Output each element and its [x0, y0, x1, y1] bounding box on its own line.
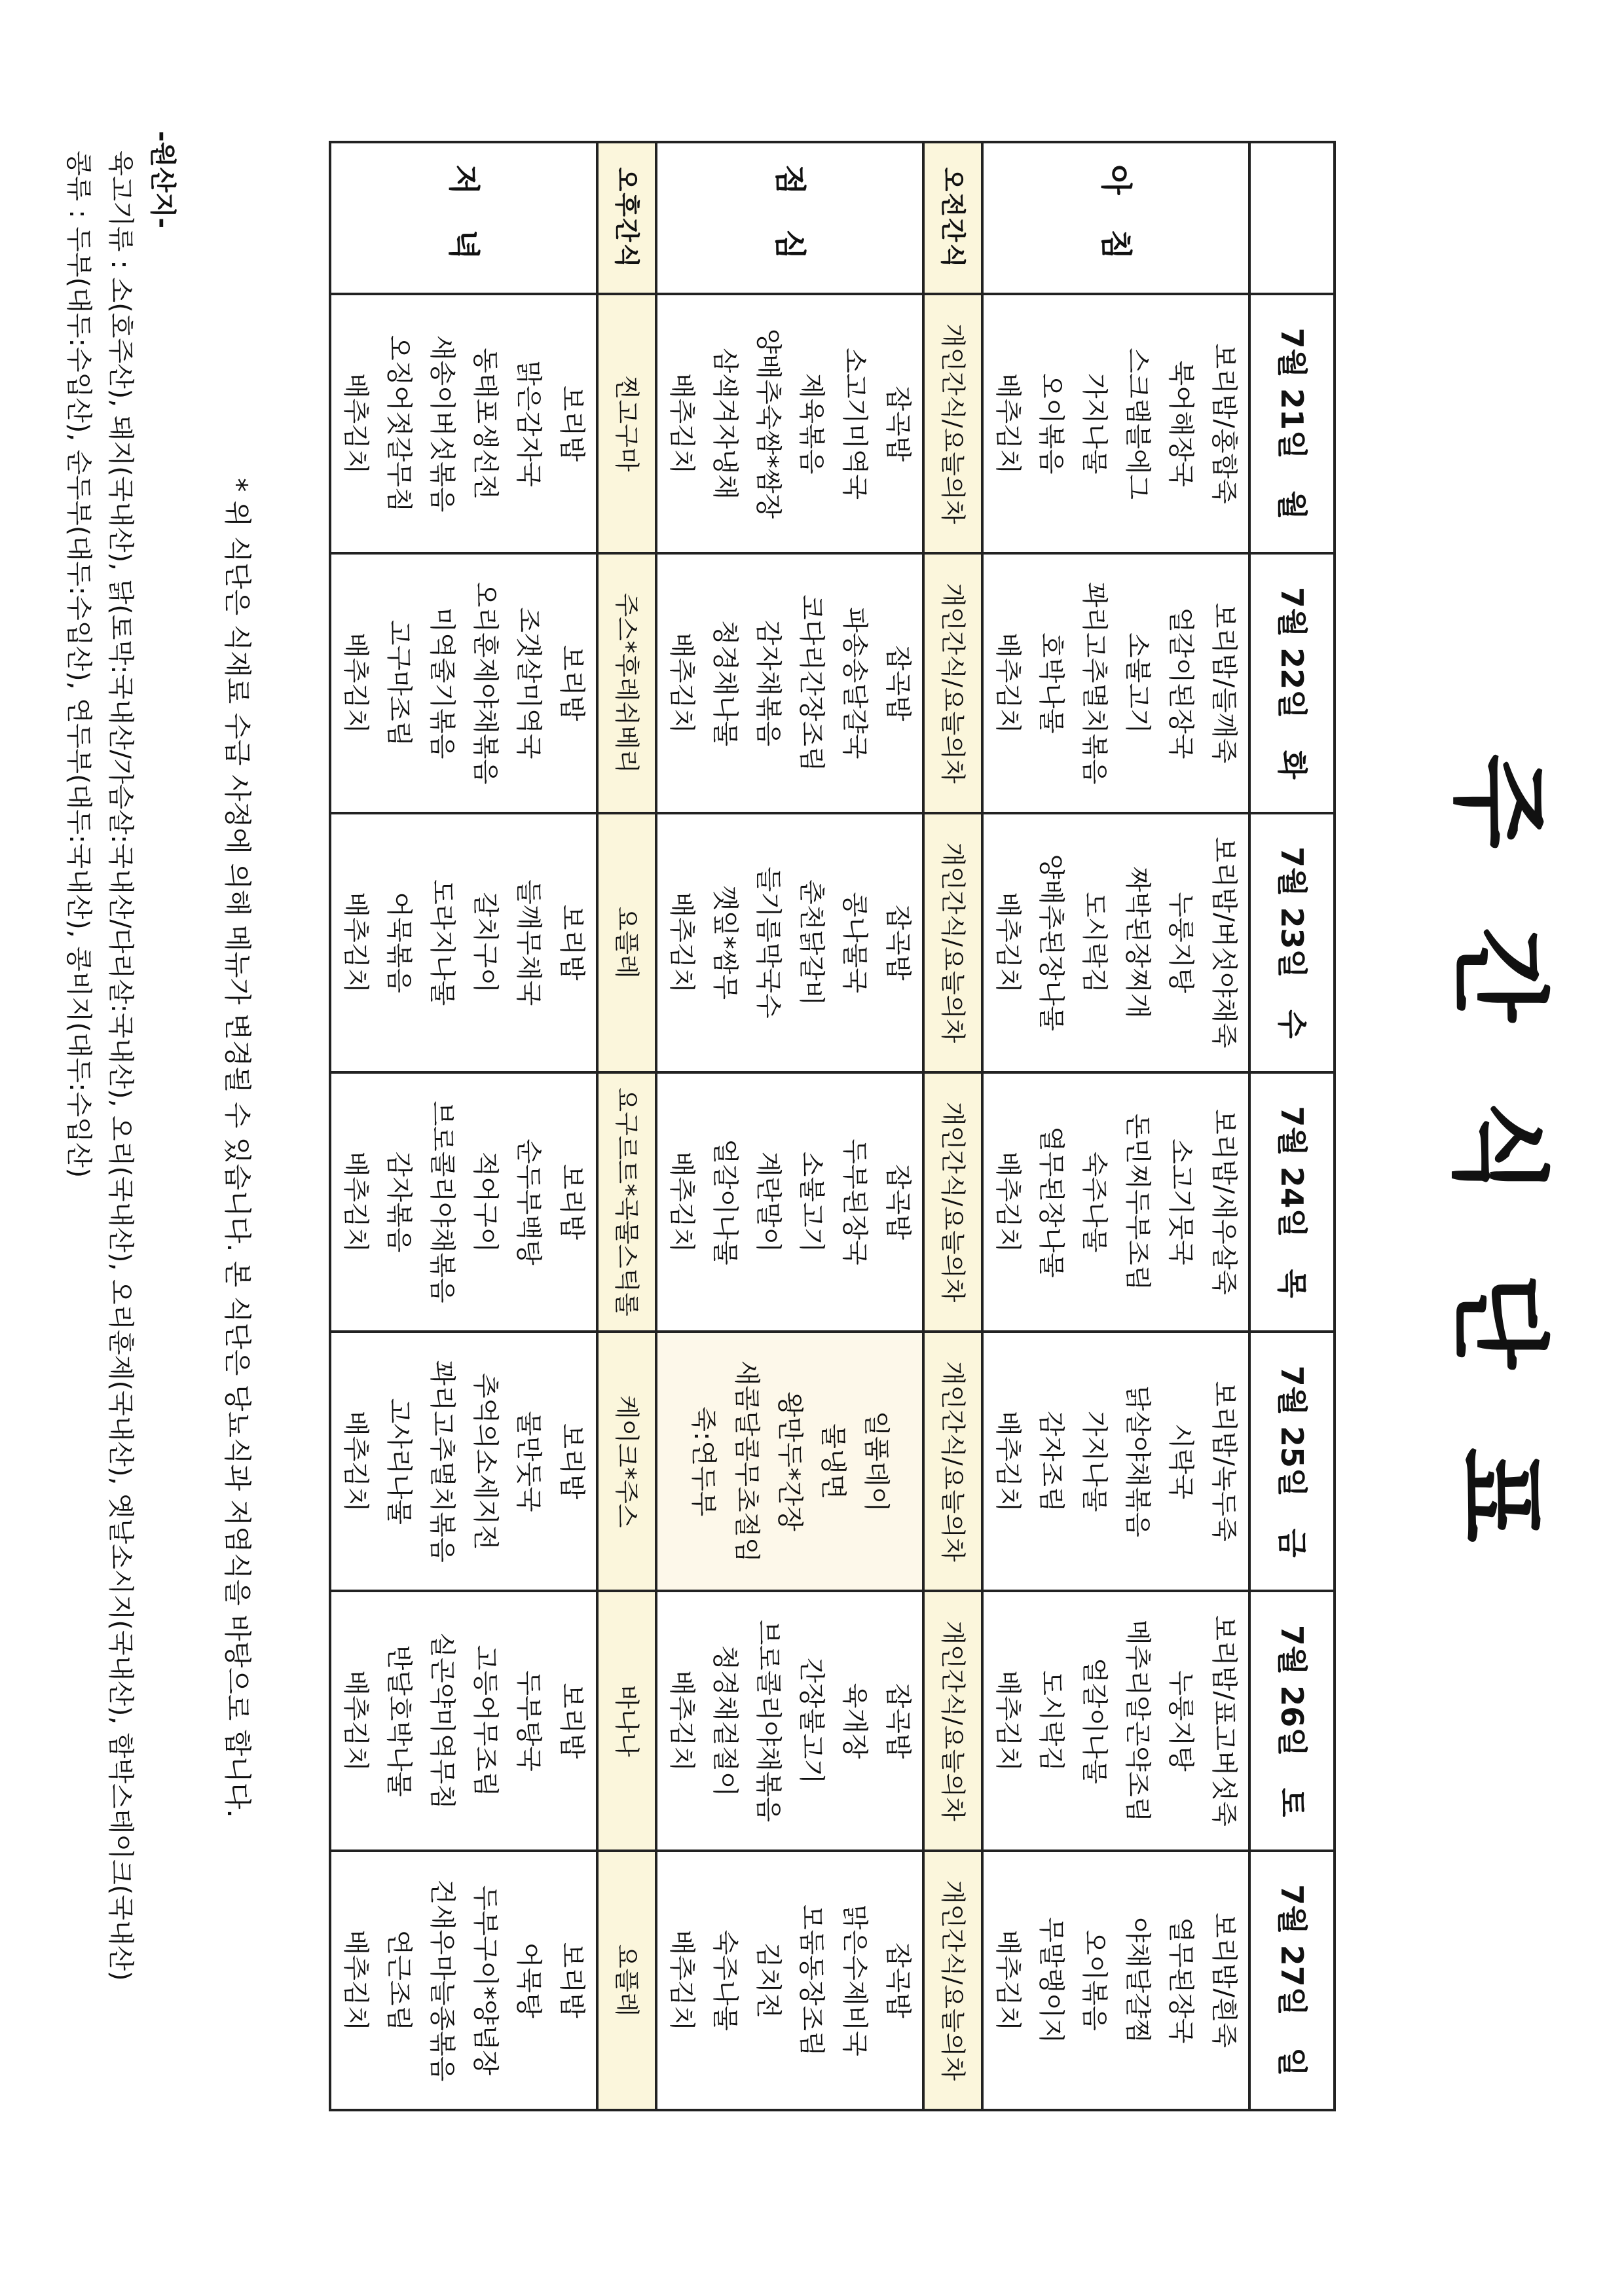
menu-item: 깻잎*쌈무: [710, 885, 740, 1000]
menu-item: 개인간식/요늘의차: [938, 1361, 967, 1562]
menu-cell: [923, 1072, 982, 1332]
meal-row: [923, 142, 982, 2110]
menu-item: 배추김치: [341, 1670, 371, 1772]
menu-item: 왕만두*간장: [775, 1391, 805, 1531]
meal-row: [656, 142, 923, 2110]
menu-item: 순두부백탕: [513, 1139, 544, 1266]
menu-item: 잡곡밥: [883, 904, 913, 981]
menu-item: 양배추숙쌈*쌈장: [753, 328, 783, 519]
menu-item: 잡곡밥: [883, 645, 913, 721]
menu-cell: [982, 813, 1249, 1072]
menu-item: 배추김치: [341, 1151, 371, 1253]
day-date: 7월 21일: [1274, 327, 1310, 460]
menu-cell: [597, 553, 656, 812]
menu-cell: [923, 1851, 982, 2110]
menu-item: 양배추된장나물: [1036, 854, 1066, 1031]
day-header: [1249, 1072, 1335, 1332]
menu-item: 들깨무채국: [513, 879, 544, 1006]
day-header: [1249, 1851, 1335, 2110]
menu-item: 일품데이: [861, 1410, 891, 1512]
menu-item: 열무된장국: [1166, 1917, 1196, 2044]
menu-item: 개인간식/요늘의차: [938, 842, 967, 1043]
menu-item: 북어해장국: [1166, 360, 1196, 487]
menu-item: 고등어무조림: [470, 1645, 500, 1797]
menu-cell: [656, 1072, 923, 1332]
menu-cell: [923, 1591, 982, 1850]
menu-item: 배추김치: [993, 1410, 1023, 1512]
menu-item: 배추김치: [993, 892, 1023, 993]
menu-item: 케이크*주스: [612, 1394, 641, 1528]
menu-cell: [656, 294, 923, 553]
menu-item: 보리밥: [557, 1942, 587, 2018]
menu-item: 보리밥/표고버섯죽: [1209, 1615, 1239, 1827]
origin-row: 콩류 : 두부(대두:수입산), 순두부(대두:수입산), 연두부(대두:국내산), 콩비지(대두:수입산): [64, 151, 94, 1178]
menu-item: 육개장: [840, 1683, 870, 1759]
menu-item: 소고기미역국: [840, 348, 870, 500]
menu-item: 찐고구마: [612, 375, 641, 472]
menu-cell: [982, 553, 1249, 812]
menu-item: 배추김치: [993, 1929, 1023, 2032]
menu-item: 들기름막국수: [753, 866, 783, 1019]
menu-item: 물냉면: [818, 1423, 848, 1500]
menu-item: 요플레: [612, 1944, 641, 2016]
menu-item: 고사리나물: [384, 1398, 414, 1525]
menu-cell: [982, 1591, 1249, 1850]
menu-item: 잡곡밥: [883, 386, 913, 462]
origin-label: -원산지-: [147, 131, 177, 229]
menu-item: 보리밥: [557, 645, 587, 721]
menu-item: 보리밥: [557, 904, 587, 981]
meal-row: [982, 142, 1249, 2110]
menu-item: 호박나물: [1036, 632, 1066, 734]
menu-item: 삼색겨자냉채: [710, 348, 740, 500]
menu-item: 도라지나물: [427, 879, 457, 1006]
origin-row: 육고기류 : 소(호주산), 돼지(국내산), 닭(토막:국내산/가슴살:국내산/다리살:국내산), 오리(국내산), 오리훈제(국내산), 옛날소시지(국내산), 함박스테이크(국내산): [105, 151, 136, 1981]
day-weekday: 일: [1274, 2047, 1310, 2077]
meal-label: 아 침: [982, 142, 1249, 294]
meal-label: 점 심: [656, 142, 923, 294]
menu-item: 배추김치: [993, 1151, 1023, 1253]
menu-item: 주스*후레쉬베리: [612, 592, 641, 774]
menu-item: 소불고기: [1122, 632, 1153, 734]
menu-cell: [982, 294, 1249, 553]
menu-item: 조갯살미역국: [513, 607, 544, 759]
menu-item: 코다리간장조림: [796, 594, 826, 772]
menu-cell: [597, 1591, 656, 1850]
menu-item: 배추김치: [341, 373, 371, 475]
menu-cell: [923, 294, 982, 553]
menu-item: 배추김치: [667, 1929, 697, 2032]
menu-item: 얼갈이나물: [710, 1139, 740, 1266]
menu-item: 모둠동장조림: [796, 1904, 826, 2056]
day-date: 7월 25일: [1274, 1365, 1310, 1497]
menu-cell: [330, 1591, 597, 1850]
menu-item: 죽:연두부: [688, 1406, 718, 1517]
menu-item: 도시락김: [1036, 1670, 1066, 1772]
menu-item: 오이볶음: [1079, 1929, 1109, 2032]
menu-item: 메추리알곤약조림: [1122, 1619, 1153, 1823]
menu-item: 잡곡밥: [883, 1683, 913, 1759]
menu-item: 보리밥: [557, 386, 587, 462]
notice-text: * 위 식단은 식재료 수급 사정에 의해 메뉴가 변경될 수 있습니다. 본 식단은 당뇨식과 저염식을 바탕으로 합니다.: [221, 478, 253, 1818]
menu-item: 배추김치: [667, 1151, 697, 1253]
menu-item: 새송이버섯볶음: [427, 335, 457, 513]
menu-item: 배추김치: [993, 1670, 1023, 1772]
menu-item: 배추김치: [667, 632, 697, 734]
menu-item: 개인간식/요늘의차: [938, 323, 967, 524]
menu-item: 배추김치: [341, 1410, 371, 1512]
menu-item: 어묵탕: [513, 1942, 544, 2018]
day-weekday: 금: [1274, 1528, 1310, 1558]
menu-item: 고구마조림: [384, 619, 414, 747]
menu-cell: [982, 1851, 1249, 2110]
menu-item: 꽈리고추멸치볶음: [427, 1360, 457, 1563]
menu-item: 개인간식/요늘의차: [938, 1101, 967, 1303]
menu-cell: [330, 553, 597, 812]
menu-cell: [982, 1072, 1249, 1332]
menu-item: 보리밥: [557, 1164, 587, 1240]
menu-item: 배추김치: [667, 373, 697, 475]
day-header: [1249, 553, 1335, 812]
menu-cell: [656, 1332, 923, 1591]
menu-cell: [597, 1072, 656, 1332]
day-weekday: 목: [1274, 1269, 1310, 1298]
menu-cell: [923, 1332, 982, 1591]
menu-item: 숙주나물: [710, 1929, 740, 2032]
menu-item: 배추김치: [341, 632, 371, 734]
menu-item: 요구르트*곡물스틱롤: [612, 1087, 641, 1317]
menu-item: 누룽지탕: [1166, 892, 1196, 993]
day-date: 7월 26일: [1274, 1624, 1310, 1757]
day-header: [1249, 1332, 1335, 1591]
menu-item: 시락국: [1166, 1423, 1196, 1500]
menu-cell: [597, 813, 656, 1072]
menu-item: 물만둣국: [513, 1410, 544, 1512]
menu-item: 추억의소세지전: [470, 1373, 500, 1550]
menu-item: 청경채겉절이: [710, 1645, 740, 1797]
menu-cell: [597, 1332, 656, 1591]
menu-item: 누룽지탕: [1166, 1670, 1196, 1772]
menu-item: 보리밥/흰죽: [1209, 1912, 1239, 2049]
menu-item: 계란말이: [753, 1151, 783, 1253]
menu-item: 춘천닭갈비: [796, 879, 826, 1006]
menu-item: 스크램블에그: [1122, 348, 1153, 500]
menu-cell: [330, 813, 597, 1072]
menu-cell: [330, 1851, 597, 2110]
menu-item: 보리밥/들깨죽: [1209, 602, 1239, 764]
menu-item: 배추김치: [667, 892, 697, 993]
menu-item: 오징어젓갈무침: [384, 335, 414, 513]
menu-item: 개인간식/요늘의차: [938, 1880, 967, 2081]
menu-item: 감자조림: [1036, 1410, 1066, 1512]
menu-item: 개인간식/요늘의차: [938, 583, 967, 784]
menu-cell: [982, 1332, 1249, 1591]
menu-item: 소불고기: [796, 1151, 826, 1253]
day-date: 7월 22일: [1274, 587, 1310, 719]
menu-item: 제육볶음: [796, 373, 826, 475]
menu-item: 콩나물국: [840, 892, 870, 993]
meal-row: [330, 142, 597, 2110]
menu-item: 오이볶음: [1036, 373, 1066, 475]
menu-item: 갈치구이: [470, 892, 500, 993]
menu-item: 바나나: [612, 1685, 641, 1757]
menu-cell: [597, 294, 656, 553]
menu-item: 닭살야채볶음: [1122, 1385, 1153, 1538]
menu-item: 보리밥/버섯야채죽: [1209, 837, 1239, 1048]
menu-item: 보리밥/녹두죽: [1209, 1381, 1239, 1542]
menu-item: 맑은수제비국: [840, 1904, 870, 2056]
menu-cell: [330, 294, 597, 553]
menu-item: 도시락김: [1079, 892, 1109, 993]
menu-item: 감자채볶음: [753, 619, 783, 747]
menu-item: 보리밥: [557, 1683, 587, 1759]
menu-item: 어묵볶음: [384, 892, 414, 993]
menu-cell: [330, 1332, 597, 1591]
menu-cell: [656, 1591, 923, 1850]
header-row: [1249, 142, 1335, 2110]
menu-item: 잡곡밥: [883, 1164, 913, 1240]
menu-item: 무말랭이지: [1036, 1917, 1066, 2044]
menu-item: 두부구이*양념장: [470, 1885, 500, 2076]
menu-item: 숙주나물: [1079, 1151, 1109, 1253]
menu-cell: [330, 1072, 597, 1332]
menu-item: 오리훈제야채볶음: [470, 581, 500, 784]
menu-item: 얼갈이된장국: [1166, 607, 1196, 759]
menu-cell: [656, 553, 923, 812]
menu-item: 두부된장국: [840, 1139, 870, 1266]
meal-row: [597, 142, 656, 2110]
day-date: 7월 23일: [1274, 847, 1310, 978]
meal-label: 저 녁: [330, 142, 597, 294]
menu-item: 개인간식/요늘의차: [938, 1620, 967, 1821]
meal-label: 오후간식: [597, 142, 656, 294]
day-header: [1249, 1591, 1335, 1850]
menu-item: 브로콜리야채볶음: [427, 1101, 457, 1303]
menu-item: 배추김치: [993, 632, 1023, 734]
menu-item: 보리밥/홍합죽: [1209, 343, 1239, 504]
menu-item: 청경채나물: [710, 619, 740, 747]
menu-item: 배추김치: [667, 1670, 697, 1772]
day-weekday: 월: [1274, 490, 1310, 520]
origin-info: [58, 131, 183, 1981]
menu-cell: [923, 553, 982, 812]
menu-cell: [656, 1851, 923, 2110]
menu-item: 열무된장나물: [1036, 1126, 1066, 1278]
day-header: [1249, 294, 1335, 553]
day-date: 7월 24일: [1274, 1106, 1310, 1238]
menu-item: 돈민찌두부조림: [1122, 1113, 1153, 1291]
menu-item: 가지나물: [1079, 373, 1109, 475]
day-date: 7월 27일: [1274, 1884, 1310, 2016]
meal-label: 오전간식: [923, 142, 982, 294]
menu-item: 간장불고기: [796, 1657, 826, 1785]
day-weekday: 토: [1274, 1787, 1310, 1817]
menu-cell: [656, 813, 923, 1072]
menu-item: 동태포생선전: [470, 348, 500, 500]
menu-item: 적어구이: [470, 1151, 500, 1253]
menu-item: 보리밥: [557, 1423, 587, 1500]
menu-item: 감자볶음: [384, 1151, 414, 1253]
day-weekday: 수: [1274, 1009, 1310, 1039]
day-header: [1249, 813, 1335, 1072]
menu-item: 배추김치: [993, 373, 1023, 475]
page-title: 주간식단표: [1441, 754, 1555, 1621]
menu-item: 보리밥/새우살죽: [1209, 1109, 1239, 1295]
menu-item: 가지나물: [1079, 1410, 1109, 1512]
menu-item: 야채달걀찜: [1122, 1917, 1153, 2044]
menu-item: 요플레: [612, 906, 641, 979]
day-weekday: 화: [1274, 750, 1310, 780]
menu-item: 파송송달걀국: [840, 607, 870, 759]
menu-item: 반달호박나물: [384, 1645, 414, 1797]
menu-item: 배추김치: [341, 892, 371, 993]
menu-cell: [597, 1851, 656, 2110]
menu-cell: [923, 813, 982, 1072]
menu-item: 소고기뭇국: [1166, 1139, 1196, 1266]
menu-item: 새콤달콤무초절임: [731, 1360, 762, 1563]
menu-item: 맑은감자국: [513, 360, 544, 487]
menu-item: 꽈리고추멸치볶음: [1079, 581, 1109, 784]
menu-item: 연근조림: [384, 1929, 414, 2032]
menu-item: 미역줄기볶음: [427, 607, 457, 759]
menu-item: 브로콜리야채볶음: [753, 1619, 783, 1823]
menu-item: 잡곡밥: [883, 1942, 913, 2018]
weekly-menu-table: [329, 141, 1336, 2111]
menu-item: 두부탕국: [513, 1670, 544, 1772]
menu-item: 김치전: [753, 1942, 783, 2018]
corner-cell: [1249, 142, 1335, 294]
menu-item: 얼갈이나물: [1079, 1657, 1109, 1785]
menu-item: 짜박된장찌개: [1122, 866, 1153, 1019]
menu-item: 배추김치: [341, 1929, 371, 2032]
menu-item: 실곤약미역무침: [427, 1632, 457, 1810]
menu-item: 건새우마늘종볶음: [427, 1879, 457, 2082]
